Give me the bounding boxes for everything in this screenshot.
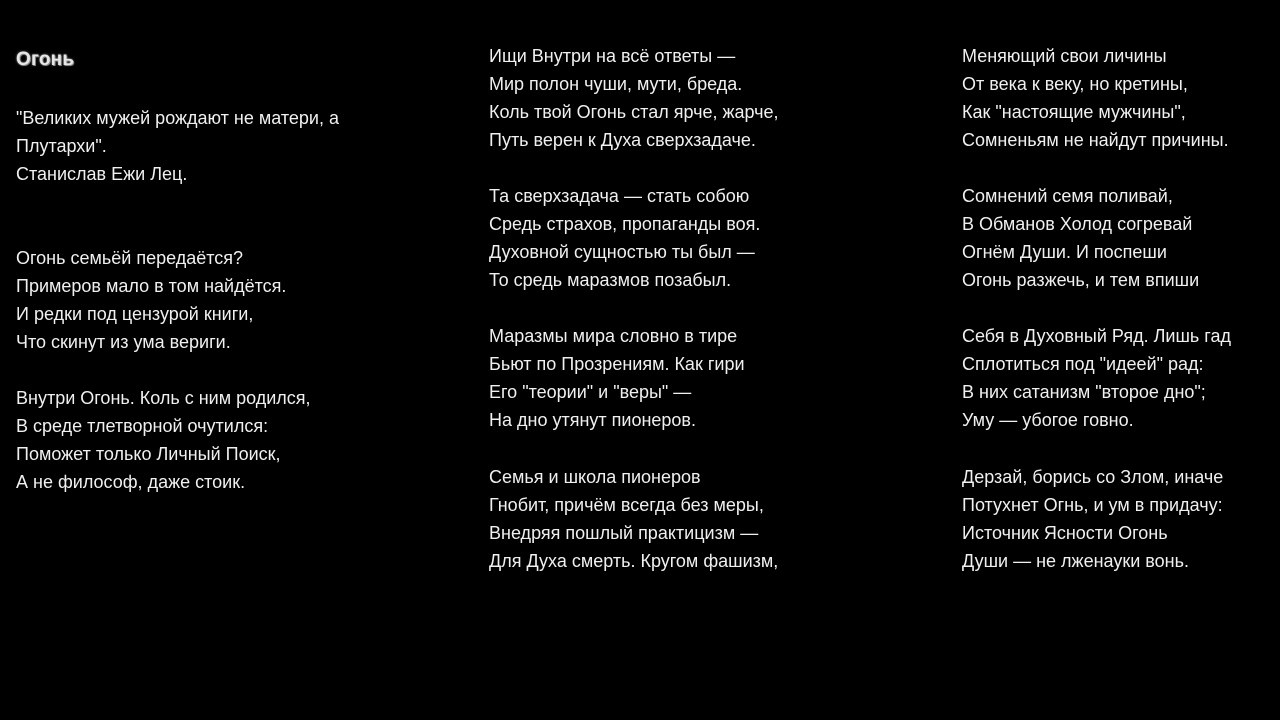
verse-line: Мир полон чуши, мути, бреда. <box>489 74 743 94</box>
verse-line: Та сверхзадача — стать собою <box>489 186 750 206</box>
verse-line: Себя в Духовный Ряд. Лишь гад <box>962 326 1231 346</box>
verse-line: Семья и школа пионеров <box>489 467 701 487</box>
verse-line: От века к веку, но кретины, <box>962 74 1188 94</box>
verse-line: На дно утянут пионеров. <box>489 410 696 430</box>
verse-line: Меняющий свои личины <box>962 46 1167 66</box>
verse-line: Путь верен к Духа сверхзадаче. <box>489 130 756 150</box>
verse-line: Дерзай, борись со Злом, иначе <box>962 467 1224 487</box>
epigraph-line: Плутархи". <box>16 136 107 156</box>
verse-line: Его "теории" и "веры" — <box>489 382 692 402</box>
verse-line: Сомнений семя поливай, <box>962 186 1173 206</box>
verse-line: Как "настоящие мужчины", <box>962 102 1186 122</box>
verse-line: Потухнет Огнь, и ум в придачу: <box>962 495 1223 515</box>
verse-line: Духовной сущностью ты был — <box>489 242 755 262</box>
verse-line: Внутри Огонь. Коль с ним родился, <box>16 388 311 408</box>
verse-line: В среде тлетворной очутился: <box>16 416 269 436</box>
verse-line: Огнём Души. И поспеши <box>962 242 1167 262</box>
verse-line: Огонь семьёй передаётся? <box>16 248 244 268</box>
verse-line: В них сатанизм "второе дно"; <box>962 382 1206 402</box>
verse-line: Огонь разжечь, и тем впиши <box>962 270 1200 290</box>
verse-line: То средь маразмов позабыл. <box>489 270 732 290</box>
verse-line: Сплотиться под "идеей" рад: <box>962 354 1204 374</box>
verse-line: Средь страхов, пропаганды воя. <box>489 214 761 234</box>
epigraph-line: "Великих мужей рождают не матери, а <box>16 108 339 128</box>
verse-line: Коль твой Огонь стал ярче, жарче, <box>489 102 779 122</box>
verse-line: И редки под цензурой книги, <box>16 304 254 324</box>
epigraph-author: Станислав Ежи Лец. <box>16 164 188 184</box>
verse-line: Души — не лженауки вонь. <box>962 551 1189 571</box>
verse-line: Ищи Внутри на всё ответы — <box>489 46 736 66</box>
verse-line: Источник Ясности Огонь <box>962 523 1168 543</box>
verse-line: Что скинут из ума вериги. <box>16 332 231 352</box>
verse-line: А не философ, даже стоик. <box>16 472 246 492</box>
poem-title: Огонь <box>16 49 75 70</box>
verse-line: Бьют по Прозрениям. Как гири <box>489 354 745 374</box>
verse-line: Гнобит, причём всегда без меры, <box>489 495 764 515</box>
verse-line: В Обманов Холод согревай <box>962 214 1193 234</box>
verse-line: Сомненьям не найдут причины. <box>962 130 1229 150</box>
verse-line: Внедряя пошлый практицизм — <box>489 523 759 543</box>
verse-line: Поможет только Личный Поиск, <box>16 444 281 464</box>
verse-line: Маразмы мира словно в тире <box>489 326 738 346</box>
verse-line: Для Духа смерть. Кругом фашизм, <box>489 551 779 571</box>
verse-line: Примеров мало в том найдётся. <box>16 276 287 296</box>
verse-line: Уму — убогое говно. <box>962 410 1134 430</box>
